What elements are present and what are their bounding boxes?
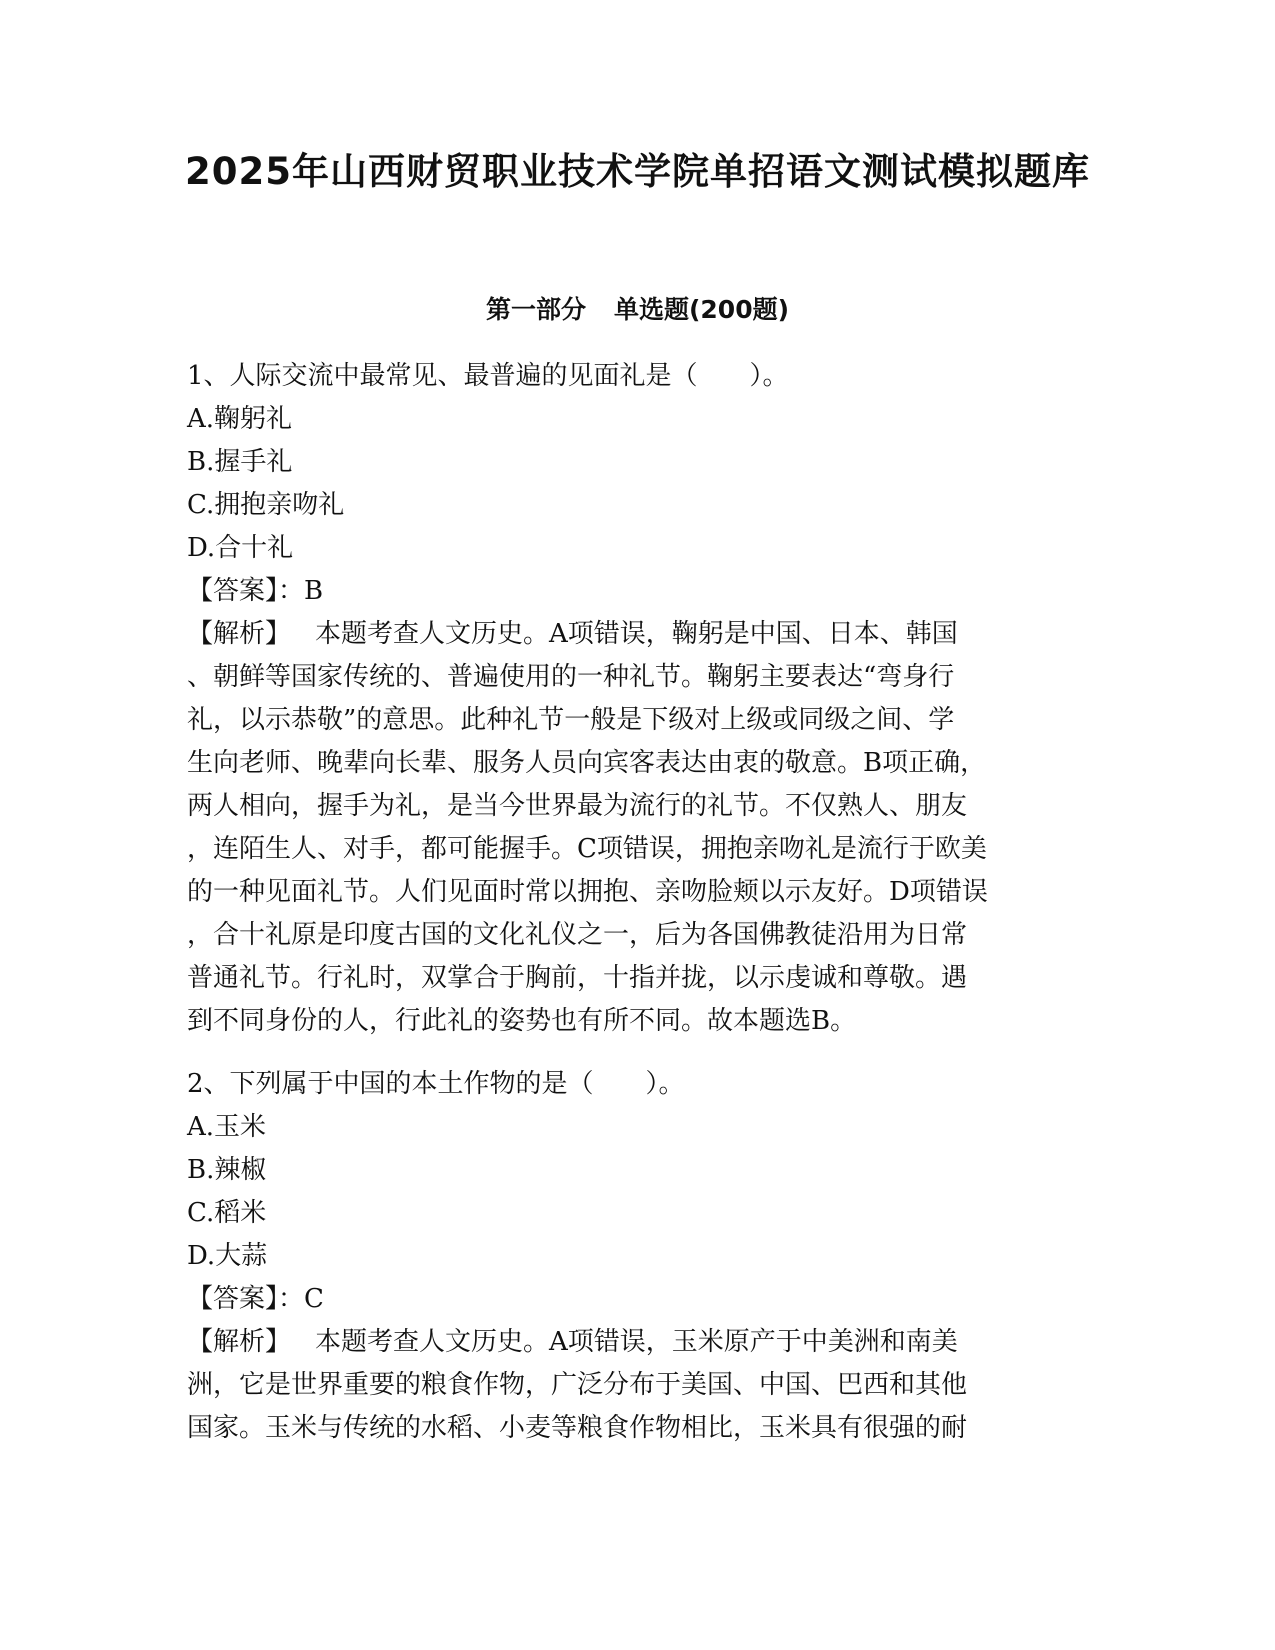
answer-label: 【答案】：	[187, 576, 305, 606]
question-1	[187, 355, 1072, 1043]
option-b: B.握手礼	[187, 447, 293, 477]
analysis-line	[187, 1321, 1072, 1364]
answer-line	[187, 1278, 1072, 1321]
option-c: C.拥抱亲吻礼	[187, 490, 345, 520]
analysis-line: 洲，它是世界重要的粮食作物，广泛分布于美国、中国、巴西和其他	[187, 1370, 968, 1400]
analysis-text: 本题考查人文历史。A项错误，玉米原产于中美洲和南美	[315, 1327, 958, 1357]
answer-line	[187, 570, 1072, 613]
analysis-label: 【解析】	[187, 1327, 292, 1357]
answer-label: 【答案】：	[187, 1284, 305, 1314]
answer-value: C	[304, 1284, 324, 1314]
question-stem: 1、人际交流中最常见、最普遍的见面礼是（ ）。	[187, 361, 789, 391]
analysis-line: 生向老师、晚辈向长辈、服务人员向宾客表达由衷的敬意。B项正确，	[187, 748, 987, 778]
analysis-text: 本题考查人文历史。A项错误，鞠躬是中国、日本、韩国	[315, 619, 958, 649]
section-heading-text: 单选题(200题)	[613, 295, 790, 324]
question-list	[187, 355, 1072, 1450]
document-title: 2025年山西财贸职业技术学院单招语文测试模拟题库	[185, 150, 1090, 193]
analysis-line: 、朝鲜等国家传统的、普遍使用的一种礼节。鞠躬主要表达“弯身行	[187, 662, 955, 692]
analysis-line: 的一种见面礼节。人们见面时常以拥抱、亲吻脸颊以示友好。D项错误	[187, 877, 988, 907]
option-a: A.玉米	[187, 1112, 267, 1142]
analysis-line: 到不同身份的人，行此礼的姿势也有所不同。故本题选B。	[187, 1006, 857, 1036]
question-2	[187, 1063, 1072, 1450]
option-b: B.辣椒	[187, 1155, 267, 1185]
analysis-line: ，合十礼原是印度古国的文化礼仪之一，后为各国佛教徒沿用为日常	[187, 920, 968, 950]
question-stem: 2、下列属于中国的本土作物的是（ ）。	[187, 1069, 685, 1099]
section-part: 第一部分	[485, 295, 586, 324]
option-d: D.大蒜	[187, 1241, 268, 1271]
section-heading	[0, 292, 1275, 328]
analysis-line: 两人相向，握手为礼，是当今世界最为流行的礼节。不仅熟人、朋友	[187, 791, 968, 821]
answer-value: B	[304, 576, 324, 606]
option-c: C.稻米	[187, 1198, 267, 1228]
option-d: D.合十礼	[187, 533, 294, 563]
analysis-line	[187, 613, 1072, 656]
analysis-line: 礼，以示恭敬”的意思。此种礼节一般是下级对上级或同级之间、学	[187, 705, 955, 735]
analysis-line: 国家。玉米与传统的水稻、小麦等粮食作物相比，玉米具有很强的耐	[187, 1413, 968, 1443]
analysis-line: ，连陌生人、对手，都可能握手。C项错误，拥抱亲吻礼是流行于欧美	[187, 834, 987, 864]
analysis-line: 普通礼节。行礼时，双掌合于胸前，十指并拢，以示虔诚和尊敬。遇	[187, 963, 968, 993]
option-a: A.鞠躬礼	[187, 404, 293, 434]
analysis-label: 【解析】	[187, 619, 292, 649]
